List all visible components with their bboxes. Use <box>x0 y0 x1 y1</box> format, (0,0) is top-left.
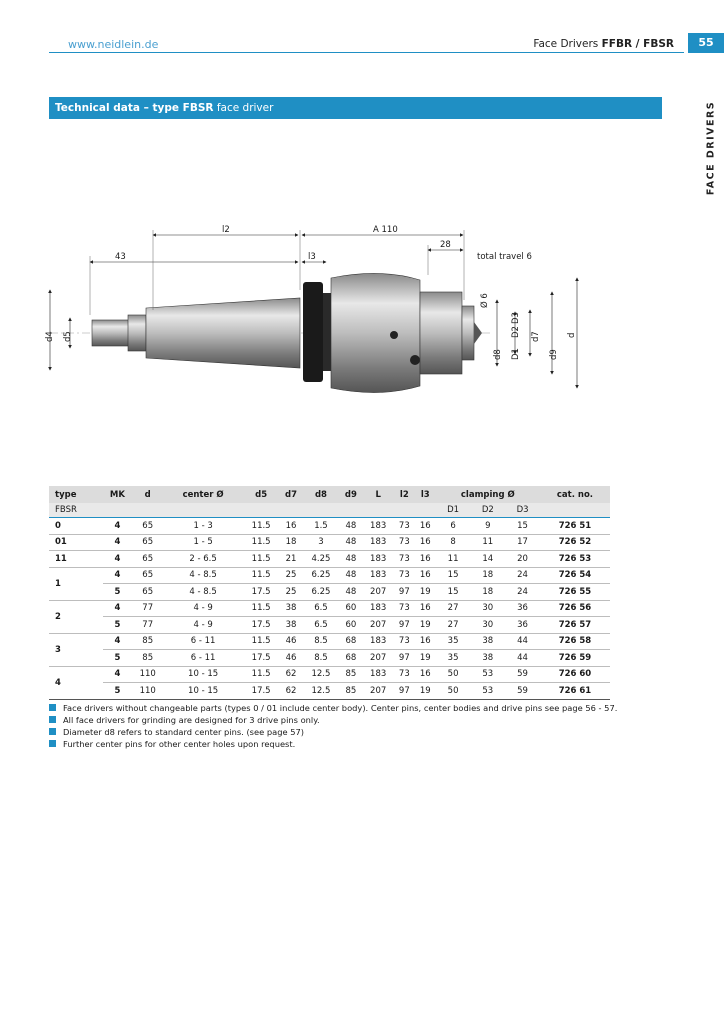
cell-type: 3 <box>55 644 61 655</box>
cell-d5: 11.5 <box>251 636 271 647</box>
cell-d: 65 <box>142 570 154 581</box>
cell-center: 1 - 5 <box>193 537 213 548</box>
cell-d3: 44 <box>517 652 528 663</box>
morse-taper <box>146 298 300 368</box>
notes-list <box>49 702 669 750</box>
cell-d8: 6.25 <box>311 586 331 597</box>
cell-d3: 59 <box>517 685 528 696</box>
cell-type: 0 <box>55 520 61 531</box>
dim-d8: d8 <box>493 349 503 360</box>
cell-l3: 16 <box>419 520 431 531</box>
tang <box>92 320 132 346</box>
cell-d7: 16 <box>285 520 297 531</box>
cell-catno <box>540 600 610 617</box>
catno-prefix: 726 <box>558 636 580 647</box>
cell-d5: 11.5 <box>251 553 271 564</box>
cell-d3: 36 <box>517 603 528 614</box>
note-item <box>49 714 669 726</box>
cell-catno <box>540 584 610 601</box>
sub-D3: D3 <box>516 505 529 515</box>
cell-type: 4 <box>55 677 61 688</box>
catno-prefix: 726 <box>558 553 580 564</box>
cell-type: 11 <box>55 553 67 564</box>
note-text: All face drivers for grinding are designed for 3 drive pins only. <box>63 715 320 725</box>
catno-suffix: 53 <box>579 553 592 564</box>
cell-l: 183 <box>370 570 387 581</box>
sub-fbsr: FBSR <box>55 505 77 515</box>
header-title-bold: FFBR / FBSR <box>601 38 674 50</box>
dim-l3: l3 <box>308 252 316 262</box>
cell-l: 183 <box>370 553 387 564</box>
cell-center: 4 - 8.5 <box>189 570 217 581</box>
cell-l2: 73 <box>398 537 410 548</box>
cell-l2: 97 <box>398 586 410 597</box>
note-item <box>49 726 669 738</box>
front-body <box>420 292 462 374</box>
table-row <box>49 683 610 700</box>
cell-l: 183 <box>370 537 387 548</box>
cell-d7: 46 <box>285 652 297 663</box>
cell-d7: 21 <box>285 553 297 564</box>
cell-l2: 97 <box>398 685 410 696</box>
cell-d1: 8 <box>450 537 456 548</box>
cell-l: 207 <box>370 619 387 630</box>
website-url[interactable]: www.neidlein.de <box>68 38 159 51</box>
catno-prefix: 726 <box>558 520 580 531</box>
col-d5: d5 <box>255 489 268 500</box>
cell-l: 183 <box>370 520 387 531</box>
cell-mk: 4 <box>114 553 121 564</box>
cell-d8: 8.5 <box>314 636 328 647</box>
dim-D1: D1 <box>511 348 521 360</box>
page-number: 55 <box>688 33 724 53</box>
catno-suffix: 57 <box>579 619 592 630</box>
cell-mk: 5 <box>114 652 121 663</box>
table-row <box>49 534 610 551</box>
header-title-normal: Face Drivers <box>533 38 602 50</box>
cell-center: 4 - 9 <box>193 603 213 614</box>
cell-catno <box>540 534 610 551</box>
cell-d7: 25 <box>285 570 297 581</box>
catno-suffix: 61 <box>579 685 592 696</box>
cell-d: 65 <box>142 537 154 548</box>
cell-d8: 6.25 <box>311 570 331 581</box>
cell-d1: 15 <box>447 586 459 597</box>
sub-D2: D2 <box>481 505 494 515</box>
cell-d5: 11.5 <box>251 570 271 581</box>
cell-center: 6 - 11 <box>190 652 216 663</box>
cell-d5: 17.5 <box>251 652 271 663</box>
cell-d8: 12.5 <box>311 685 331 696</box>
cell-d3: 36 <box>517 619 528 630</box>
cell-d8: 6.5 <box>314 619 328 630</box>
cell-l2: 73 <box>398 636 410 647</box>
cell-catno <box>540 683 610 700</box>
section-banner <box>49 97 662 119</box>
note-text: Face drivers without changeable parts (types 0 / 01 include center body). Center pins, center bodies and drive pins see page 56 - 57. <box>63 703 618 713</box>
cell-d2: 38 <box>482 652 494 663</box>
cell-d8: 8.5 <box>314 652 328 663</box>
cell-d5: 11.5 <box>251 520 271 531</box>
dim-43: 43 <box>115 252 126 262</box>
cell-d9: 48 <box>345 537 357 548</box>
dim-l2: l2 <box>222 225 230 235</box>
cell-d9: 68 <box>345 636 357 647</box>
cell-d9: 60 <box>345 603 357 614</box>
cell-d: 77 <box>142 603 154 614</box>
dim-a110: A 110 <box>373 225 398 235</box>
cell-d9: 68 <box>345 652 357 663</box>
header-rule <box>49 52 684 53</box>
cell-l3: 19 <box>419 586 431 597</box>
table-row <box>49 600 610 617</box>
cell-l2: 97 <box>398 619 410 630</box>
cell-d: 65 <box>142 553 154 564</box>
cell-l2: 97 <box>398 652 410 663</box>
cell-d8: 4.25 <box>311 553 331 564</box>
cell-d9: 48 <box>345 570 357 581</box>
cell-mk: 5 <box>114 619 121 630</box>
cell-d8: 6.5 <box>314 603 328 614</box>
catno-prefix: 726 <box>558 685 580 696</box>
cell-center: 1 - 3 <box>193 520 213 531</box>
catno-suffix: 51 <box>579 520 592 531</box>
cell-d1: 35 <box>447 636 459 647</box>
cell-catno <box>540 666 610 683</box>
side-tab-label: FACE DRIVERS <box>705 100 717 196</box>
cell-mk: 4 <box>114 636 121 647</box>
cell-d8: 12.5 <box>311 669 331 680</box>
tang-collar <box>128 315 146 351</box>
cell-catno <box>540 551 610 568</box>
cell-d9: 85 <box>345 669 357 680</box>
cell-d9: 60 <box>345 619 357 630</box>
cell-mk: 4 <box>114 603 121 614</box>
catno-prefix: 726 <box>558 537 580 548</box>
table-row <box>49 617 610 634</box>
drive-pins <box>462 306 474 360</box>
dim-d9: d9 <box>549 349 559 360</box>
cell-l2: 73 <box>398 520 410 531</box>
cell-d1: 27 <box>447 603 459 614</box>
col-L: L <box>375 489 381 500</box>
bullet-square-icon <box>49 740 56 747</box>
dim-d: d <box>567 332 577 338</box>
cell-d8: 1.5 <box>314 520 328 531</box>
cell-center: 10 - 15 <box>188 669 219 680</box>
cell-d9: 48 <box>345 586 357 597</box>
cell-mk: 4 <box>114 570 121 581</box>
cell-mk: 5 <box>114 685 121 696</box>
technical-data-table <box>49 486 610 700</box>
sub-D1: D1 <box>447 505 460 515</box>
cell-l: 183 <box>370 669 387 680</box>
cell-l3: 19 <box>419 685 431 696</box>
cell-d9: 48 <box>345 553 357 564</box>
cell-d2: 9 <box>485 520 491 531</box>
col-catno: cat. no. <box>556 489 594 500</box>
technical-drawing <box>40 220 600 410</box>
table-row <box>49 551 610 568</box>
catno-prefix: 726 <box>558 603 580 614</box>
cell-mk: 4 <box>114 537 121 548</box>
cell-d2: 11 <box>482 537 494 548</box>
cell-catno <box>540 650 610 667</box>
cell-catno <box>540 617 610 634</box>
cell-l: 183 <box>370 603 387 614</box>
cell-catno <box>540 518 610 535</box>
cell-d2: 30 <box>482 603 494 614</box>
side-tab <box>704 100 718 196</box>
cell-d: 110 <box>139 685 156 696</box>
catno-suffix: 52 <box>579 537 592 548</box>
dim-o6: Ø 6 <box>480 293 490 308</box>
cell-d3: 17 <box>517 537 528 548</box>
catno-suffix: 54 <box>579 570 592 581</box>
col-d7: d7 <box>285 489 298 500</box>
cell-d5: 11.5 <box>251 537 271 548</box>
cell-d1: 6 <box>450 520 456 531</box>
table-row <box>49 584 610 601</box>
cell-d7: 46 <box>285 636 297 647</box>
cell-catno <box>540 567 610 584</box>
cell-d5: 11.5 <box>251 669 271 680</box>
cell-d2: 18 <box>482 586 494 597</box>
cell-d7: 62 <box>285 685 297 696</box>
col-l2: l2 <box>399 489 409 500</box>
table-row <box>49 518 610 535</box>
cell-center: 2 - 6.5 <box>189 553 217 564</box>
cell-d2: 53 <box>482 669 494 680</box>
center-point <box>474 322 482 344</box>
dim-d5: d5 <box>63 331 73 342</box>
col-d9: d9 <box>344 489 357 500</box>
cell-l2: 73 <box>398 603 410 614</box>
cell-d9: 85 <box>345 685 357 696</box>
dim-d4: d4 <box>45 331 55 342</box>
table-row <box>49 633 610 650</box>
catno-prefix: 726 <box>558 570 580 581</box>
cell-d5: 17.5 <box>251 685 271 696</box>
note-text: Further center pins for other center holes upon request. <box>63 739 296 749</box>
bullet-square-icon <box>49 728 56 735</box>
cell-l: 207 <box>370 685 387 696</box>
body <box>331 273 420 392</box>
cell-d1: 50 <box>447 685 459 696</box>
col-d: d <box>144 489 151 500</box>
cell-l: 207 <box>370 652 387 663</box>
cell-l3: 16 <box>419 537 431 548</box>
cell-l2: 73 <box>398 553 410 564</box>
cell-d: 65 <box>142 520 154 531</box>
dim-D3: D3 <box>511 312 521 324</box>
note-item <box>49 702 669 714</box>
dim-d7: d7 <box>531 331 541 342</box>
cell-d: 85 <box>142 636 154 647</box>
cell-l3: 19 <box>419 619 431 630</box>
cell-d1: 15 <box>447 570 459 581</box>
table-row <box>49 650 610 667</box>
cell-center: 4 - 8.5 <box>189 586 217 597</box>
cell-d1: 35 <box>447 652 459 663</box>
table-row <box>49 567 610 584</box>
cell-d2: 53 <box>482 685 494 696</box>
catno-suffix: 60 <box>579 669 592 680</box>
banner-bold: Technical data – type FBSR <box>55 102 214 114</box>
flange <box>303 282 323 382</box>
col-clamping: clamping Ø <box>460 489 515 500</box>
cell-d: 77 <box>142 619 154 630</box>
col-mk: MK <box>109 489 125 500</box>
banner-normal: face driver <box>213 102 274 114</box>
cell-mk: 4 <box>114 669 121 680</box>
cell-d2: 14 <box>482 553 494 564</box>
catno-prefix: 726 <box>558 586 580 597</box>
cell-d5: 17.5 <box>251 586 271 597</box>
cell-d9: 48 <box>345 520 357 531</box>
bullet-square-icon <box>49 704 56 711</box>
dim-total-travel: total travel 6 <box>477 252 532 262</box>
flange-ring <box>323 293 331 371</box>
cell-l3: 16 <box>419 570 431 581</box>
cell-d8: 3 <box>318 537 324 548</box>
cell-d5: 17.5 <box>251 619 271 630</box>
cell-d3: 24 <box>517 570 528 581</box>
col-center: center Ø <box>182 489 224 500</box>
catno-prefix: 726 <box>558 669 580 680</box>
col-type: type <box>55 489 77 500</box>
body-screw <box>390 331 398 339</box>
catno-suffix: 58 <box>579 636 592 647</box>
cell-d1: 50 <box>447 669 459 680</box>
cell-d3: 20 <box>517 553 528 564</box>
cell-d7: 38 <box>285 603 297 614</box>
cell-d: 65 <box>142 586 154 597</box>
cell-d3: 44 <box>517 636 528 647</box>
table-row <box>49 666 610 683</box>
cell-d2: 38 <box>482 636 494 647</box>
cell-l2: 73 <box>398 669 410 680</box>
catno-suffix: 55 <box>579 586 592 597</box>
catno-prefix: 726 <box>558 619 580 630</box>
cell-center: 10 - 15 <box>188 685 219 696</box>
cell-mk: 4 <box>114 520 121 531</box>
cell-d7: 25 <box>285 586 297 597</box>
table-subheader-row <box>49 503 610 518</box>
cell-l3: 16 <box>419 603 431 614</box>
catno-suffix: 59 <box>579 652 592 663</box>
cell-l: 207 <box>370 586 387 597</box>
cell-d: 85 <box>142 652 154 663</box>
note-text: Diameter d8 refers to standard center pins. (see page 57) <box>63 727 305 737</box>
cell-d7: 38 <box>285 619 297 630</box>
cell-d1: 27 <box>447 619 459 630</box>
note-item <box>49 738 669 750</box>
cell-type: 1 <box>55 578 61 589</box>
cell-d5: 11.5 <box>251 603 271 614</box>
cell-type: 01 <box>55 537 67 548</box>
cell-d7: 62 <box>285 669 297 680</box>
bullet-square-icon <box>49 716 56 723</box>
cell-catno <box>540 633 610 650</box>
cell-mk: 5 <box>114 586 121 597</box>
cell-d3: 59 <box>517 669 528 680</box>
cell-d2: 18 <box>482 570 494 581</box>
cell-d: 110 <box>139 669 156 680</box>
cell-l3: 16 <box>419 553 431 564</box>
table-header-row <box>49 486 610 503</box>
cell-center: 6 - 11 <box>190 636 216 647</box>
col-d8: d8 <box>314 489 327 500</box>
cell-d3: 15 <box>517 520 528 531</box>
cell-l2: 73 <box>398 570 410 581</box>
cell-l3: 19 <box>419 652 431 663</box>
dim-28: 28 <box>440 240 451 250</box>
col-l3: l3 <box>420 489 430 500</box>
cell-l3: 16 <box>419 669 431 680</box>
body-screw-2 <box>410 355 420 365</box>
cell-type: 2 <box>55 611 61 622</box>
catno-suffix: 56 <box>579 603 592 614</box>
cell-d2: 30 <box>482 619 494 630</box>
cell-d7: 18 <box>285 537 297 548</box>
table-body <box>49 518 610 700</box>
cell-l3: 16 <box>419 636 431 647</box>
cell-center: 4 - 9 <box>193 619 213 630</box>
dim-D2: D2 <box>511 326 521 338</box>
header-title <box>533 38 674 50</box>
cell-d3: 24 <box>517 586 528 597</box>
cell-l: 183 <box>370 636 387 647</box>
cell-d1: 11 <box>447 553 459 564</box>
catno-prefix: 726 <box>558 652 580 663</box>
